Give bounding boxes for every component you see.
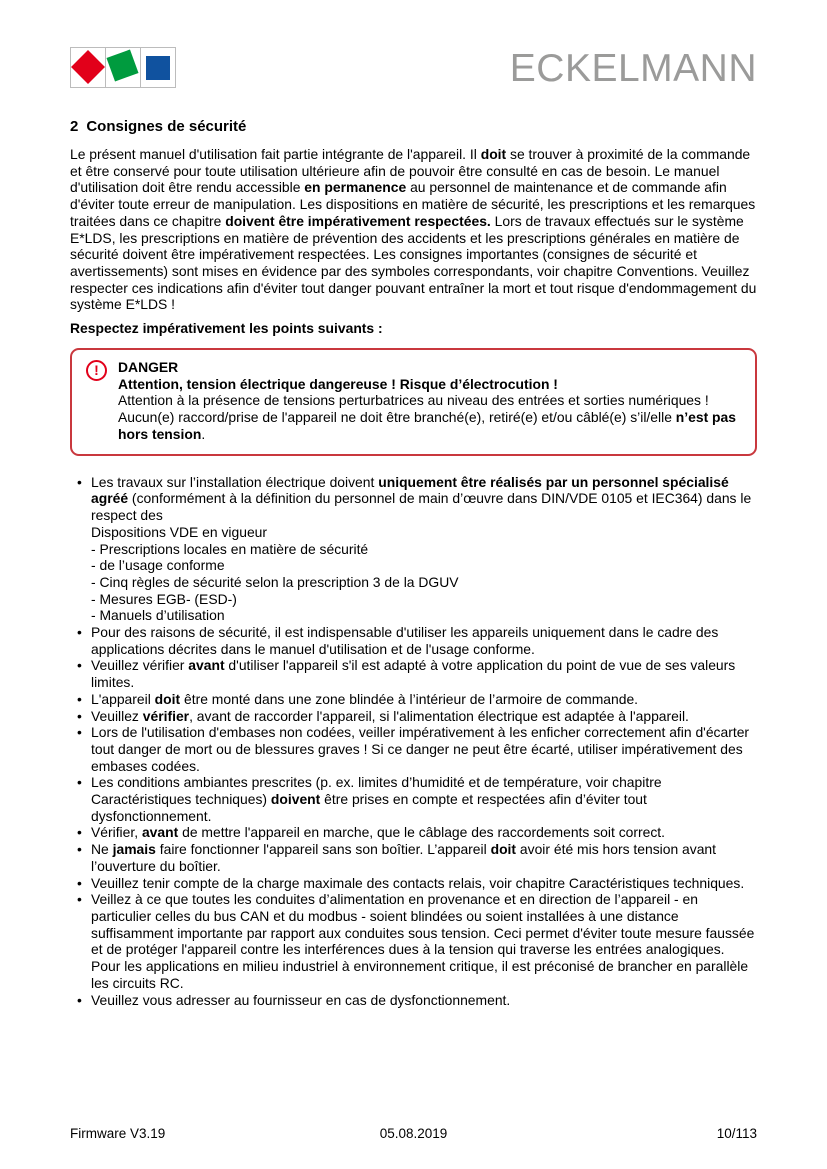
safety-bullet-item: • Pour des raisons de sécurité, il est indispensable d'utiliser les appareils uniquement dans le cadre des applications décrites dans le manuel d'utilisation et de l'usage conforme. — [77, 624, 757, 657]
footer-page-number: 10/113 — [716, 1126, 757, 1141]
safety-bullet-item: • Veuillez vous adresser au fournisseur en cas de dysfonctionnement. — [77, 992, 757, 1009]
page-header — [70, 47, 757, 89]
safety-bullet-item: • Les conditions ambiantes prescrites (p. ex. limites d’humidité et de température, voir chapitre Caractéristiques techniques) doivent être prises en compte et respectées afin d’éviter tout dysfonctionnement. — [77, 774, 757, 824]
logo-cell-red — [70, 47, 106, 88]
safety-bullet-item: • Vérifier, avant de mettre l'appareil en marche, que le câblage des raccordements soit correct. — [77, 824, 757, 841]
danger-warning-box — [70, 348, 757, 456]
page-content — [70, 47, 757, 1008]
safety-bullet-item: • Les travaux sur l’installation électrique doivent uniquement être réalisés par un personnel spécialisé agréé (conformément à la définition du personnel de main d’œuvre dans DIN/VDE 0105 et IEC364) dans le respect des Dispositions VDE en vigueur - Prescriptions locales en matière de sécurité - de l’usage conforme - Cinq règles de sécurité selon la prescription 3 de la DGUV - Mesures EGB- (ESD-) - Manuels d’utilisation — [77, 474, 757, 624]
logo-green-square-icon — [106, 49, 138, 81]
logo-cell-blue — [140, 47, 176, 88]
footer-firmware-version: Firmware V3.19 — [70, 1126, 166, 1141]
logo-blue-square-icon — [146, 56, 170, 80]
intro-paragraph: Le présent manuel d'utilisation fait partie intégrante de l'appareil. Il doit se trouver à proximité de la commande et être conservé pour toute utilisation ultérieure afin de pouvoir être consulté en cas de besoin. Le manuel d'utilisation doit être rendu accessible en permanence au personnel de maintenance et de commande afin d'éviter toute erreur de manipulation. Les dispositions en matière de sécurité, les prescriptions et les remarques traitées dans ce chapitre doivent être impérativement respectées. Lors de travaux effectués sur le système E*LDS, les prescriptions en matière de prévention des accidents et les prescriptions générales en matière de sécurité doivent être impérativement respectées. Les consignes importantes (consignes de sécurité et avertissements) sont mises en évidence par des symboles correspondants, voir chapitre Conventions. Veuillez respecter ces indications afin d'éviter tout danger pouvant entraîner la mort et tout risque d'endommagement du système E*LDS ! — [70, 146, 757, 313]
section-number: 2 — [70, 118, 79, 135]
safety-bullet-item: • Veuillez tenir compte de la charge maximale des contacts relais, voir chapitre Caractéristiques techniques. — [77, 875, 757, 892]
safety-bullet-item: • Veillez à ce que toutes les conduites d’alimentation en provenance et en direction de l’appareil - en particulier celles du bus CAN et du modbus - soient blindées ou soient installées à une distance suffisamment importante par rapport aux conduites sous tension. Ceci permet d'éviter toute mesure faussée et de protéger l'appareil contre les interférences dues à la tension qui traverse les entrées analogiques. Pour les applications en milieu industriel à environnement critique, il est préconisé de brancher en parallèle les circuits RC. — [77, 891, 757, 991]
danger-body: Attention à la présence de tensions perturbatrices au niveau des entrées et sorties numériques ! Aucun(e) raccord/prise de l'appareil ne doit être branché(e), retiré(e) et/ou câblé(e) s’il/elle n’est pas hors tension. — [118, 392, 736, 442]
safety-bullet-item: • Ne jamais faire fonctionner l'appareil sans son boîtier. L’appareil doit avoir été mis hors tension avant l’ouverture du boîtier. — [77, 841, 757, 874]
logo-red-diamond-icon — [71, 50, 105, 84]
footer-date: 05.08.2019 — [379, 1126, 448, 1141]
safety-bullet-list — [70, 474, 757, 1009]
danger-content — [118, 359, 747, 443]
danger-title: Attention, tension électrique dangereuse ! Risque d’électrocution ! — [118, 375, 558, 392]
subheading: Respectez impérativement les points suivants : — [70, 320, 383, 337]
safety-bullet-item: • Veuillez vérifier, avant de raccorder l'appareil, si l'alimentation électrique est adaptée à l'appareil. — [77, 708, 757, 725]
safety-bullet-item: • L'appareil doit être monté dans une zone blindée à l’intérieur de l’armoire de commande. — [77, 691, 757, 708]
danger-exclamation-icon: ! — [86, 360, 107, 381]
logo-cell-green — [105, 47, 141, 88]
safety-bullet-item: • Lors de l'utilisation d'embases non codées, veiller impérativement à les enficher correctement afin d'écarter tout danger de mort ou de blessures graves ! Si ce danger ne peut être écarté, utiliser impérativement des embases codées. — [77, 724, 757, 774]
safety-bullet-item: • Veuillez vérifier avant d'utiliser l'appareil s'il est adapté à votre application du point de vue de ses valeurs limites. — [77, 657, 757, 690]
section-title: Consignes de sécurité — [86, 118, 247, 135]
page-footer — [70, 1126, 757, 1141]
eckelmann-logo — [70, 47, 175, 88]
brand-wordmark: ECKELMANN — [509, 47, 757, 90]
danger-label: DANGER — [118, 358, 179, 375]
section-heading — [70, 118, 757, 135]
